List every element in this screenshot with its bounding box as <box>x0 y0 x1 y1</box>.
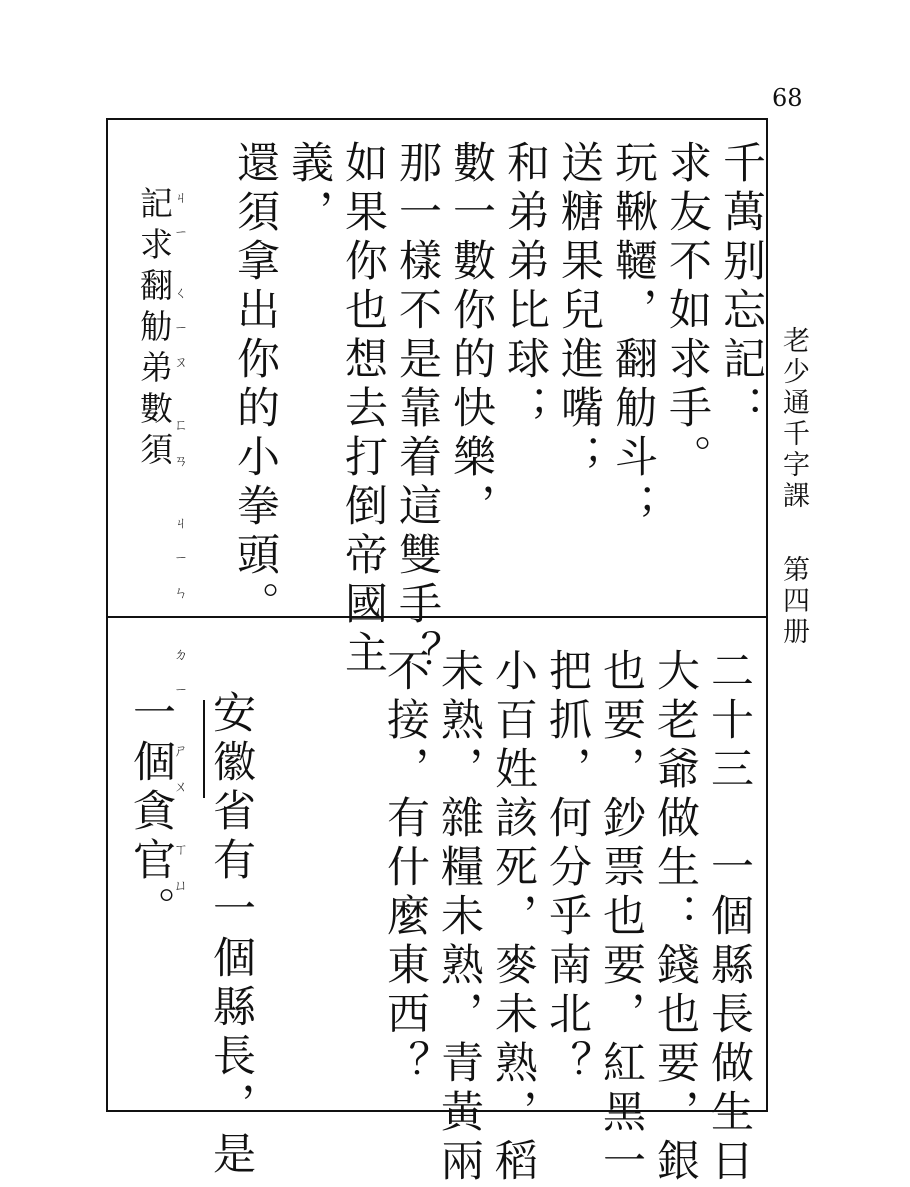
vocab-gloss: ㄐㄧ ㄑㄧㄡ ㄈㄢ ㄐㄧㄣ ㄉㄧ ㄕㄨ ㄒㄩ <box>172 190 188 914</box>
lesson-line-2: 也要，鈔票也要，紅黑一 <box>596 648 646 1187</box>
lesson-line-8: 一個貪官。 <box>126 690 176 935</box>
lesson-line-4: 小百姓該死，麥未熟，稻 <box>488 648 538 1187</box>
poem-line-7: 那一樣不是靠着這雙手？ <box>392 140 442 679</box>
lesson-title: 二十三 一個縣長做生日 <box>704 648 754 1187</box>
margin-title <box>778 326 808 678</box>
book-title: 老少通千字課 <box>778 326 809 512</box>
vocab-column: 記求翻觔弟數須 <box>135 186 174 473</box>
poem-line-10: 還須拿出你的小拳頭。 <box>230 140 280 630</box>
poem-line-3: 玩鞦韆，翻觔斗； <box>608 140 658 532</box>
poem-line-9: 義， <box>284 140 334 238</box>
poem-line-5: 和弟弟比球； <box>500 140 550 434</box>
page-frame <box>106 118 768 1187</box>
poem-line-8: 如果你也想去打倒帝國主 <box>338 140 388 679</box>
lesson-line-1: 大老爺做生：錢也要，銀 <box>650 648 700 1187</box>
volume-label: 第四册 <box>778 554 809 648</box>
poem-line-6: 數一數你的快樂， <box>446 140 496 532</box>
section-divider <box>108 616 766 618</box>
poem-line-1: 千萬别忘記： <box>716 140 766 434</box>
story-start-mark <box>203 700 205 798</box>
poem-line-4: 送糖果兒進嘴； <box>554 140 604 483</box>
poem-line-2: 求友不如求手。 <box>662 140 712 483</box>
lesson-line-6: 不接，有什麼東西？ <box>380 648 430 1089</box>
lesson-line-3: 把抓，何分乎南北？ <box>542 648 592 1089</box>
lesson-line-7: 安徽省有一個縣長，是 <box>206 690 256 1180</box>
page-number: 68 <box>772 84 803 112</box>
lesson-line-5: 未熟，雜糧未熟，青黃兩 <box>434 648 484 1187</box>
